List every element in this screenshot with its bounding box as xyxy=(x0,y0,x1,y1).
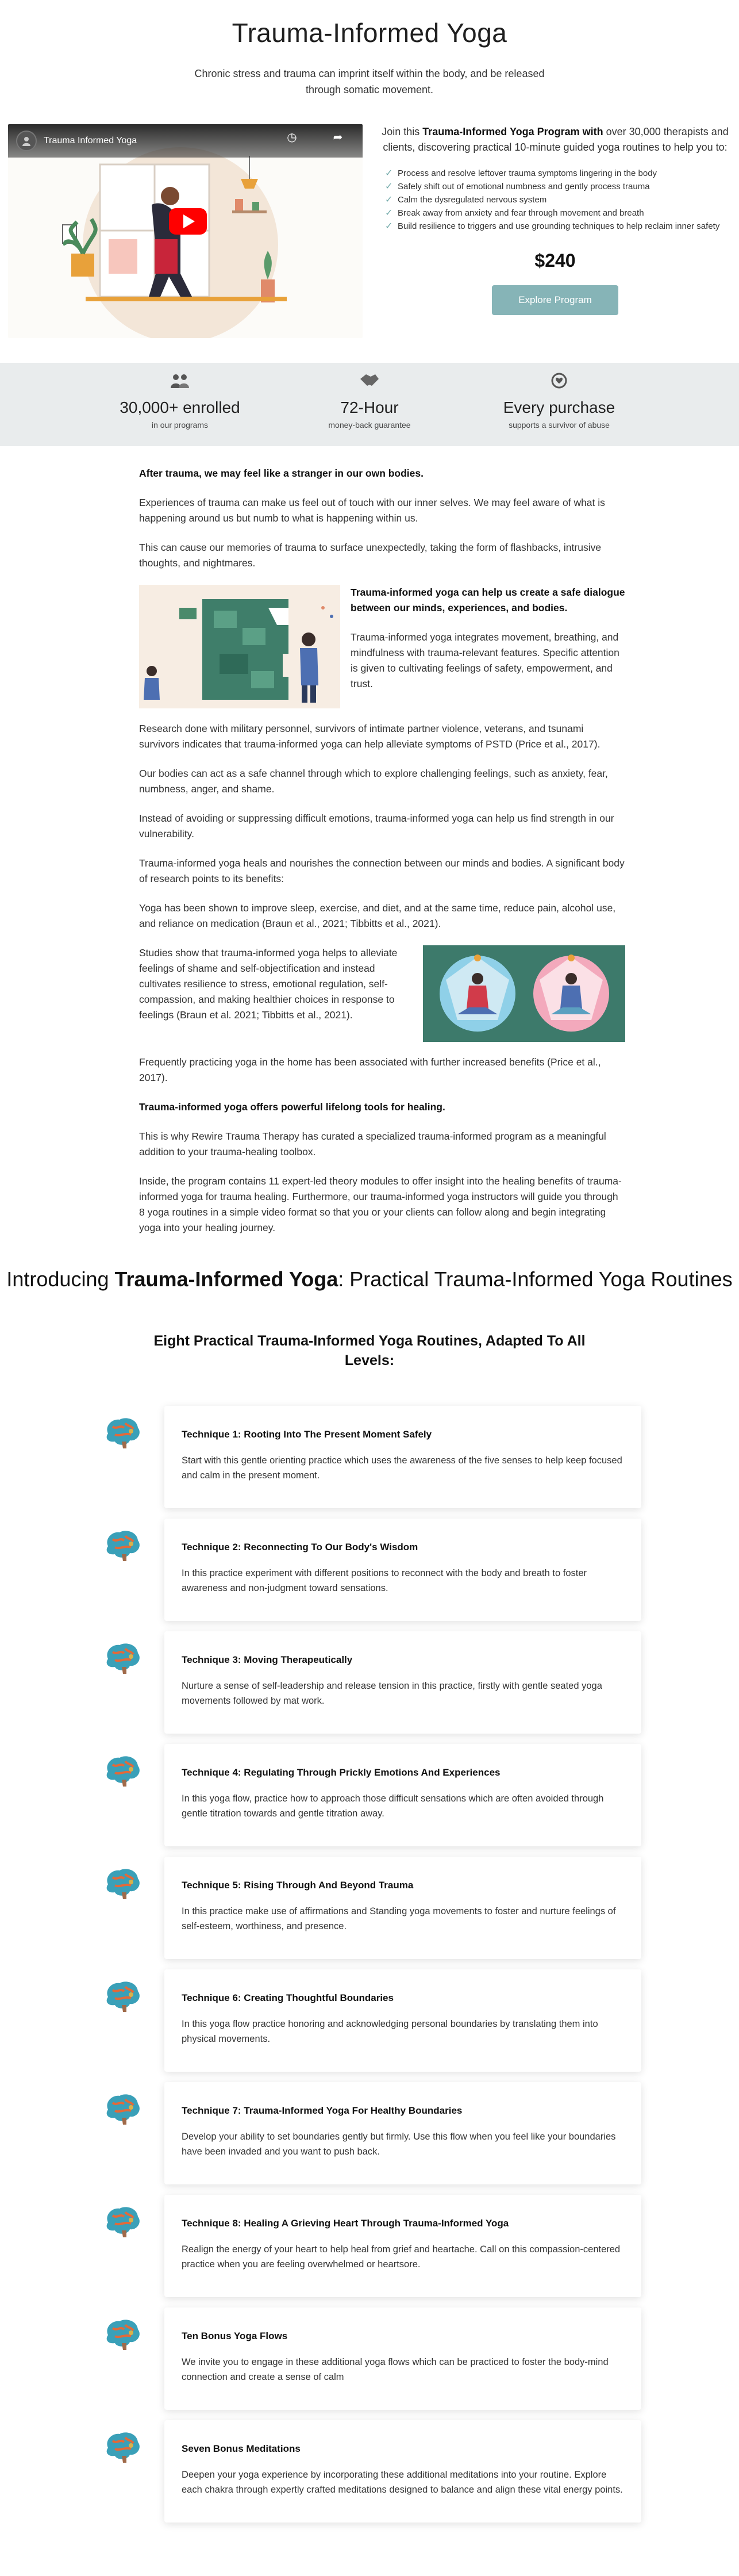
heart-smile-icon xyxy=(464,372,654,392)
technique-card xyxy=(164,2195,641,2297)
stat-purchase xyxy=(464,363,654,446)
brain-icon xyxy=(102,1528,143,1562)
technique-title: Technique 7: Trauma-Informed Yoga For Healthy Boundaries xyxy=(182,2105,463,2116)
brain-icon xyxy=(102,2317,143,2351)
technique-desc: In this yoga flow practice honoring and acknowledging personal boundaries by translating them into physical movements. xyxy=(182,2019,598,2044)
share-button[interactable] xyxy=(329,131,347,156)
stats-bar xyxy=(0,363,739,446)
benefit-item xyxy=(385,181,731,192)
video-title[interactable]: Trauma Informed Yoga xyxy=(44,136,137,145)
hero-subtitle: Chronic stress and trauma can imprint itself within the body, and be released through somatic movement. xyxy=(194,68,545,95)
technique-card xyxy=(164,2420,641,2523)
technique-card xyxy=(164,2082,641,2184)
stat-label: in our programs xyxy=(151,420,209,430)
technique-item xyxy=(0,1969,739,2082)
check-icon: ✓ xyxy=(385,221,393,231)
check-icon: ✓ xyxy=(385,168,393,178)
article-heading: Trauma-informed yoga can help us create a safe dialogue between our minds, experiences, and bodies. xyxy=(351,586,625,614)
video-header xyxy=(8,124,363,158)
share-icon: ➦ xyxy=(333,131,343,144)
technique-title: Technique 1: Rooting Into The Present Moment Safely xyxy=(182,1429,432,1440)
technique-card xyxy=(164,1406,641,1508)
brain-icon xyxy=(102,1979,143,2013)
article-paragraph: Yoga has been shown to improve sleep, exercise, and diet, and at the same time, reduce pain, alcohol use, and reliance on medication (Braun et al., 2021; Tibbitts et al., 2021). xyxy=(139,902,616,929)
intro-section xyxy=(0,124,739,363)
technique-item xyxy=(0,1519,739,1631)
offer-lead-suffix: over 30,000 therapists and clients, discovering practical 10-minute guided yoga routines to help you to: xyxy=(383,126,729,153)
stat-value: 30,000+ enrolled xyxy=(120,398,240,416)
article-paragraph: This is why Rewire Trauma Therapy has curated a specialized trauma-informed program as a meaningful addition to your trauma-healing toolbox. xyxy=(139,1130,606,1157)
stat-label: money-back guarantee xyxy=(328,420,411,430)
technique-desc: Start with this gentle orienting practice which uses the awareness of the five senses to help keep focused and calm in the present moment. xyxy=(182,1455,622,1481)
technique-card xyxy=(164,1631,641,1734)
article-paragraph: Trauma-informed yoga heals and nourishes the connection between our minds and bodies. A significant body of research points to its benefits: xyxy=(139,857,625,884)
check-icon: ✓ xyxy=(385,195,393,205)
technique-item xyxy=(0,2420,739,2533)
hero xyxy=(0,0,739,98)
offer-lead-prefix: Join this xyxy=(382,126,423,137)
brain-icon xyxy=(102,1415,143,1450)
benefit-text: Break away from anxiety and fear through movement and breath xyxy=(398,208,644,218)
stat-enrolled xyxy=(85,363,275,446)
clock-icon: ◷ xyxy=(287,131,297,144)
technique-item xyxy=(0,1744,739,1857)
technique-title: Seven Bonus Meditations xyxy=(182,2443,301,2454)
technique-item xyxy=(0,1857,739,1969)
technique-desc: In this practice make use of affirmations and Standing yoga movements to foster and nurture feelings of self-esteem, worthiness, and presence. xyxy=(182,1906,616,1931)
article-heading: Trauma-informed yoga offers powerful lifelong tools for healing. xyxy=(139,1101,445,1113)
technique-list xyxy=(0,1406,739,2533)
technique-desc: In this practice experiment with different positions to reconnect with the body and breath to foster awareness and non-judgment toward sensations. xyxy=(182,1568,587,1593)
meditation-illustration xyxy=(423,945,625,1042)
video-player[interactable] xyxy=(8,124,363,338)
technique-title: Technique 6: Creating Thoughtful Boundaries xyxy=(182,1992,394,2003)
benefit-text: Build resilience to triggers and use grounding techniques to help reclaim inner safety xyxy=(398,221,720,231)
price: $240 xyxy=(534,250,576,271)
program-title xyxy=(0,1267,739,1292)
check-icon: ✓ xyxy=(385,208,393,218)
brain-icon xyxy=(102,2091,143,2126)
benefit-item xyxy=(385,208,731,218)
benefit-text: Calm the dysregulated nervous system xyxy=(398,195,547,205)
benefit-item xyxy=(385,221,731,232)
program-title-suffix: : Practical Trauma-Informed Yoga Routines xyxy=(338,1267,733,1291)
puzzle-figure-text xyxy=(351,585,625,708)
technique-item xyxy=(0,2195,739,2307)
channel-avatar[interactable] xyxy=(16,131,37,151)
technique-card xyxy=(164,1857,641,1959)
technique-item xyxy=(0,2082,739,2195)
brain-icon xyxy=(102,1640,143,1675)
brain-icon xyxy=(102,1753,143,1788)
article-paragraph: Research done with military personnel, survivors of intimate partner violence, veterans, and tsunami survivors indicates that trauma-informed yoga can help alleviate symptoms of PSTD (Price et al., 2017). xyxy=(139,723,601,750)
technique-title: Technique 3: Moving Therapeutically xyxy=(182,1654,353,1665)
technique-item xyxy=(0,1406,739,1519)
stat-value: 72-Hour xyxy=(340,398,399,416)
technique-desc: Realign the energy of your heart to help heal from grief and heartache. Call on this compassion-centered practice when you are feeling overwhelmed or heartsore. xyxy=(182,2244,621,2270)
article-paragraph: Trauma-informed yoga integrates movement, breathing, and mindfulness with trauma-relevant features. Specific attention is given to cultivating feelings of safety, empowerment, and trust. xyxy=(351,631,619,689)
article-paragraph: Frequently practicing yoga in the home has been associated with further increased benefits (Price et al., 2017). xyxy=(139,1056,601,1083)
technique-title: Ten Bonus Yoga Flows xyxy=(182,2330,288,2341)
technique-desc: Deepen your yoga experience by incorporating these additional meditations into your routine. Explore each chakra through expertly crafted meditations designed to balance and align these vital energy points. xyxy=(182,2470,623,2495)
stat-value: Every purchase xyxy=(503,398,615,416)
watch-later-button[interactable] xyxy=(283,131,301,156)
page-title: Trauma-Informed Yoga xyxy=(232,18,507,48)
brain-icon xyxy=(102,2204,143,2238)
benefit-item xyxy=(385,168,731,179)
technique-item xyxy=(0,1631,739,1744)
check-icon: ✓ xyxy=(385,182,393,191)
technique-card xyxy=(164,1519,641,1621)
brain-icon xyxy=(102,1866,143,1900)
technique-title: Technique 4: Regulating Through Prickly Emotions And Experiences xyxy=(182,1767,501,1778)
technique-desc: In this yoga flow, practice how to approach those difficult sensations which are often avoided through gentle titration towards and gentle titration away. xyxy=(182,1793,604,1819)
technique-title: Technique 8: Healing A Grieving Heart Through Trauma-Informed Yoga xyxy=(182,2218,509,2229)
offer-panel xyxy=(379,124,731,315)
program-subhead: Eight Practical Trauma-Informed Yoga Routines, Adapted To All Levels: xyxy=(153,1333,586,1368)
technique-card xyxy=(164,1969,641,2072)
benefit-text: Process and resolve leftover trauma symptoms lingering in the body xyxy=(398,168,657,178)
technique-desc: Nurture a sense of self-leadership and release tension in this practice, firstly with gentle seated yoga movements followed by mat work. xyxy=(182,1681,602,1706)
technique-card xyxy=(164,2307,641,2410)
video-actions xyxy=(283,131,347,156)
puzzle-illustration xyxy=(139,585,340,708)
technique-desc: Develop your ability to set boundaries gently but firmly. Use this flow when you feel like your boundaries have been invaded and you want to push back. xyxy=(182,2132,616,2157)
article-heading: After trauma, we may feel like a stranger in our own bodies. xyxy=(139,467,424,479)
offer-lead xyxy=(379,124,731,155)
article-paragraph: Experiences of trauma can make us feel out of touch with our inner selves. We may feel aware of what is happening around us but numb to what is happening within us. xyxy=(139,497,605,524)
meditation-figure-text xyxy=(139,945,413,1042)
puzzle-figure-row xyxy=(139,585,625,708)
play-button[interactable] xyxy=(169,208,207,235)
people-icon xyxy=(85,372,275,392)
stat-guarantee xyxy=(275,363,464,446)
program-title-prefix: Introducing xyxy=(6,1267,115,1291)
article xyxy=(139,446,625,1236)
stat-label: supports a survivor of abuse xyxy=(509,420,610,430)
brain-icon xyxy=(102,2429,143,2464)
article-paragraph: Instead of avoiding or suppressing difficult emotions, trauma-informed yoga can help us find strength in our vulnerability. xyxy=(139,812,614,839)
handshake-icon xyxy=(275,372,464,392)
article-paragraph: Our bodies can act as a safe channel through which to explore challenging feelings, such as anxiety, fear, numbness, anger, and shame. xyxy=(139,768,608,795)
article-paragraph: Studies show that trauma-informed yoga helps to alleviate feelings of shame and self-objectification and instead cultivates resilience to stress, emotional regulation, self-compassion, and making healthier choices in response to feelings (Braun et al. 2021; Tibbitts et al., 2021). xyxy=(139,947,398,1021)
meditation-figure-row xyxy=(139,945,625,1042)
technique-title: Technique 5: Rising Through And Beyond Trauma xyxy=(182,1880,414,1891)
technique-card xyxy=(164,1744,641,1846)
technique-title: Technique 2: Reconnecting To Our Body's Wisdom xyxy=(182,1542,418,1552)
offer-lead-bold: Trauma-Informed Yoga Program with xyxy=(422,126,603,137)
technique-item xyxy=(0,2307,739,2420)
program-title-bold: Trauma-Informed Yoga xyxy=(114,1267,338,1291)
article-paragraph: This can cause our memories of trauma to surface unexpectedly, taking the form of flashbacks, intrusive thoughts, and nightmares. xyxy=(139,542,602,569)
explore-program-button[interactable]: Explore Program xyxy=(492,285,618,315)
article-paragraph: Inside, the program contains 11 expert-led theory modules to offer insight into the healing benefits of trauma-informed yoga for trauma healing. Furthermore, our trauma-informed yoga instructors will guide you through 8 yoga routines in a simple video format so that you or your clients can follow along and begin integrating yoga into your healing journey. xyxy=(139,1175,622,1233)
technique-desc: We invite you to engage in these additional yoga flows which can be practiced to foster the body-mind connection and create a sense of calm xyxy=(182,2357,609,2382)
benefit-item xyxy=(385,194,731,205)
benefit-text: Safely shift out of emotional numbness and gently process trauma xyxy=(398,182,650,191)
benefit-list xyxy=(385,168,731,232)
